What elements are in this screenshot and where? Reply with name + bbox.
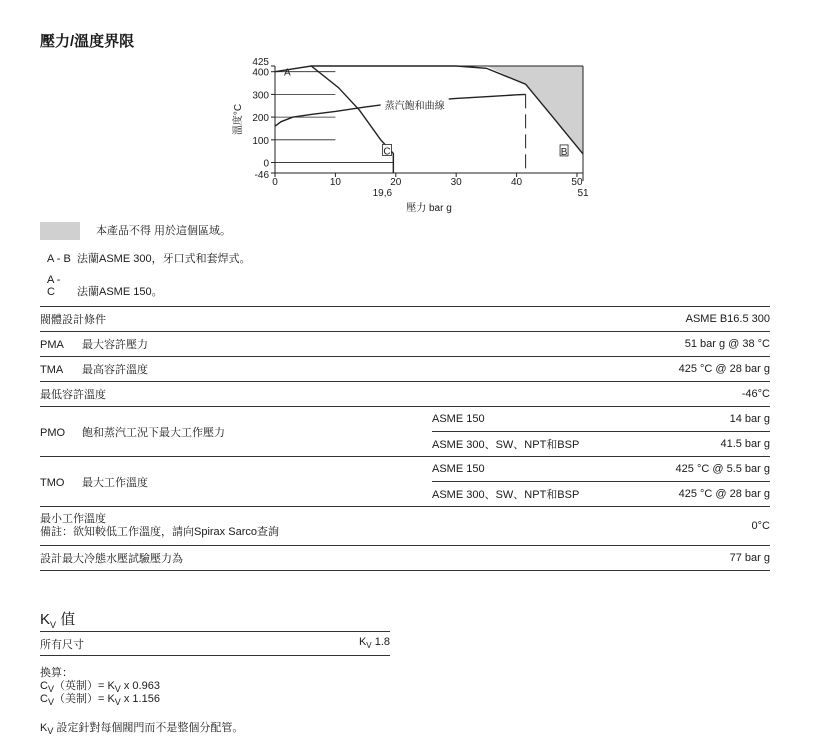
kv-row (40, 636, 390, 652)
legend-shaded-text: 本產品不得 用於這個區域。 (96, 225, 232, 237)
row-label-text: 最大容許壓力 (82, 339, 148, 351)
shaded-region (486, 66, 583, 154)
row-sub: ASME 150 (432, 457, 622, 482)
cv-factor: x 1.156 (123, 693, 160, 705)
divider (40, 631, 390, 632)
row-value: ASME B16.5 300 (622, 307, 770, 332)
legend-shaded (40, 222, 231, 240)
row-value: 425 °C @ 28 bar g (622, 357, 770, 382)
cv-mid: （英制）= K (53, 680, 115, 692)
kv-title-text: 值 (60, 611, 76, 628)
row-value: 425 °C @ 28 bar g (622, 482, 770, 507)
legend-item-ac (40, 274, 163, 299)
conversion-title: 換算： (40, 667, 73, 679)
row-label (40, 457, 432, 507)
conversion-us (40, 693, 160, 709)
row-label: 閥體設計條件 (40, 307, 622, 332)
design-conditions-table (40, 306, 770, 571)
kv-sub: V (47, 726, 54, 737)
table-row (40, 357, 770, 382)
row-label-text: 最小工作溫度 (40, 513, 106, 525)
row-value: 0°C (622, 507, 770, 546)
kv-number: 1.8 (374, 636, 390, 648)
point-label-a: A (284, 67, 291, 79)
row-value: 425 °C @ 5.5 bar g (622, 457, 770, 482)
table-row (40, 307, 770, 332)
table-row (40, 546, 770, 571)
kv-k: K (40, 611, 51, 628)
point-label-b: B (560, 146, 568, 158)
x-extra-label: 19,6 (372, 188, 393, 199)
kv-sub: V (366, 641, 372, 651)
table-row (40, 382, 770, 407)
row-code: PMA (40, 339, 64, 351)
y-tick-label: 200 (252, 113, 269, 125)
row-label (40, 357, 622, 382)
row-label: 最低容許溫度 (40, 382, 622, 407)
cv-mid: （美制）= K (53, 693, 115, 705)
row-label-text: 最大工作溫度 (82, 476, 148, 489)
kv-row-value (359, 636, 390, 650)
x-tick-label: 10 (329, 177, 341, 188)
row-label-text: 最高容許溫度 (82, 364, 148, 376)
kv-row-label: 所有尺寸 (40, 639, 84, 651)
x-extra-label: 51 (577, 188, 589, 199)
row-value: 14 bar g (622, 407, 770, 432)
row-sub: ASME 150 (432, 407, 622, 432)
cv-sub: V (47, 697, 54, 708)
row-label: 設計最大冷態水壓試驗壓力為 (40, 546, 622, 571)
legend-text: 法蘭ASME 300，牙口式和套焊式。 (77, 253, 251, 265)
row-value: 51 bar g @ 38 °C (622, 332, 770, 357)
row-sub: ASME 300、SW、NPT和BSP (432, 482, 622, 507)
row-value: 41.5 bar g (622, 432, 770, 457)
legend-key: A - B (47, 253, 71, 265)
curve-label: 蒸汽飽和曲線 (384, 100, 445, 112)
kv-sub: V (50, 620, 57, 630)
x-axis-title: 壓力 bar g (406, 203, 452, 214)
x-tick-label: 20 (390, 177, 402, 188)
table-row (40, 457, 770, 482)
table-row (40, 407, 770, 432)
y-axis-title: 溫度°C (233, 103, 244, 136)
kv-k: K (40, 722, 48, 734)
cv-factor: x 0.963 (123, 680, 160, 692)
y-tick-label: -46 (254, 170, 269, 181)
footnote-text: 設定針對每個閥門而不是整個分配管。 (56, 722, 244, 734)
cv-c: C (40, 693, 48, 705)
row-label-text: 飽和蒸汽工況下最大工作壓力 (82, 426, 225, 439)
row-code: PMO (40, 426, 66, 439)
row-code: TMA (40, 364, 64, 376)
kv-sub: V (114, 697, 121, 708)
shaded-swatch (40, 222, 80, 240)
row-note: 備註：欲知較低工作溫度，請向Spirax Sarco查詢 (40, 526, 279, 538)
divider (40, 655, 390, 656)
row-code: TMO (40, 476, 65, 489)
legend-item-ab (40, 250, 251, 266)
series-line-ac (275, 66, 393, 173)
kv-sub: V (114, 684, 121, 695)
row-value: 77 bar g (622, 546, 770, 571)
row-value: -46°C (622, 382, 770, 407)
y-tick-label: 0 (263, 158, 269, 170)
pressure-temperature-chart (228, 52, 608, 222)
y-tick-label: 300 (252, 90, 269, 102)
y-tick-label: 425 (252, 57, 269, 68)
row-label (40, 507, 622, 546)
cv-sub: V (47, 684, 54, 695)
point-label-c: C (383, 146, 391, 158)
row-sub: ASME 300、SW、NPT和BSP (432, 432, 622, 457)
y-tick-label: 100 (252, 135, 269, 147)
x-tick-label: 40 (511, 177, 523, 188)
cv-c: C (40, 680, 48, 692)
table-row (40, 332, 770, 357)
row-label (40, 332, 622, 357)
y-tick-label: 400 (252, 67, 269, 79)
legend-text: 法蘭ASME 150。 (77, 286, 163, 298)
page-title: 壓力/溫度界限 (40, 33, 135, 50)
row-label (40, 407, 432, 457)
kv-heading (40, 608, 75, 630)
x-tick-label: 0 (272, 177, 278, 188)
kv-k: K (358, 636, 367, 648)
x-tick-label: 50 (571, 177, 583, 188)
x-tick-label: 30 (450, 177, 462, 188)
kv-footnote (40, 722, 243, 738)
legend-key: A - C (47, 274, 61, 298)
table-row (40, 507, 770, 546)
